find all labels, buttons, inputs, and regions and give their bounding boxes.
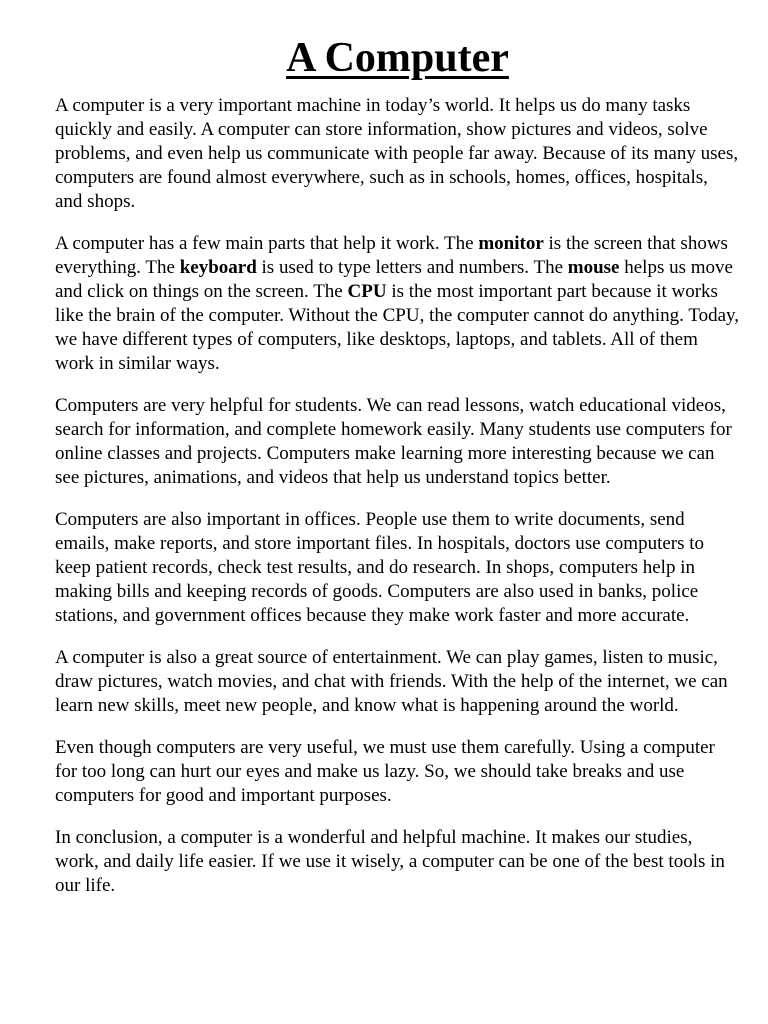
paragraph-conclusion: In conclusion, a computer is a wonderful and helpful machine. It makes our studies, work, and daily life easier. If we use it wisely, a computer can be one of the best tools in our life. (55, 827, 725, 896)
document-title: A Computer (286, 35, 509, 81)
paragraph-entertainment: A computer is also a great source of entertainment. We can play games, listen to music, draw pictures, watch movies, and chat with friends. With the help of the internet, we can learn new skills, meet new people, and know what is happening around the world. (55, 647, 728, 716)
paragraph-offices: Computers are also important in offices. People use them to write documents, send emails, make reports, and store important files. In hospitals, doctors use computers to keep patient records, check test results, and do research. In shops, computers help in making bills and keeping records of goods. Computers are also used in banks, police stations, and government offices because they make work faster and more accurate. (55, 509, 705, 626)
term-cpu: CPU (347, 281, 387, 302)
paragraph-intro: A computer is a very important machine in today’s world. It helps us do many tasks quickly and easily. A computer can store information, show pictures and videos, solve problems, and even help us communicate with people far away. Because of its many uses, computers are found almost everywhere, such as in schools, homes, offices, hospitals, and shops. (55, 95, 739, 212)
paragraph-parts (55, 232, 740, 376)
term-keyboard: keyboard (179, 257, 257, 278)
paragraph-text-segment: is the most important part because it works like the brain of the computer. Without the CPU, the computer cannot do anything. Today, we have different types of computers, like desktops, laptops, and tablets. All of them work in similar ways. (55, 281, 740, 374)
paragraph-text-segment: A computer has a few main parts that help it work. The (55, 233, 479, 254)
paragraph-text-segment: is used to type letters and numbers. The (256, 257, 568, 278)
paragraph-careful-use: Even though computers are very useful, we must use them carefully. Using a computer for too long can hurt our eyes and make us lazy. So, we should take breaks and use computers for good and important purposes. (55, 737, 715, 806)
paragraph-students: Computers are very helpful for students. We can read lessons, watch educational videos, search for information, and complete homework easily. Many students use computers for online classes and projects. Computers make learning more interesting because we can see pictures, animations, and videos that help us understand topics better. (55, 395, 732, 488)
term-monitor: monitor (478, 233, 544, 254)
term-mouse: mouse (567, 257, 620, 278)
paragraph-text-segment: is the screen that shows everything. The (55, 233, 728, 278)
paragraph-text-segment: helps us move and click on things on the screen. The (55, 257, 733, 302)
